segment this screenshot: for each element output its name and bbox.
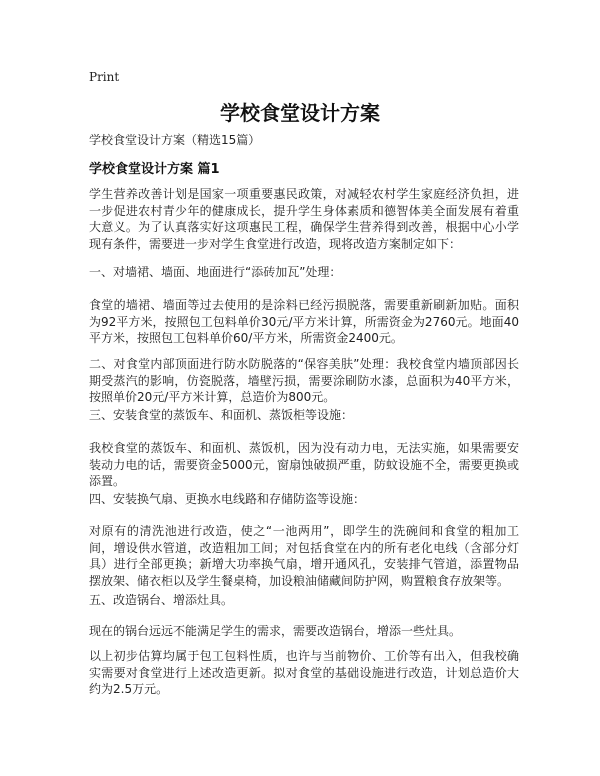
conclusion-paragraph: 以上初步估算均属于包工包料性质，也许与当前物价、工价等有出入，但我校确实需要对食堂进行上述改造更新。拟对食堂的基础设施进行改造，计划总造价大约为2.5万元。 — [89, 649, 519, 696]
item-4-paragraph: 对原有的清洗池进行改造，使之“一池两用”，即学生的洗碗间和食堂的粗加工间，增设供水管道，改造粗加工间；对包括食堂在内的所有老化电线（含部分灯具）进行全部更换；新增大功率换气扇，增开通风孔，安装排气管道，添置物品摆放架、储衣柜以及学生餐桌椅，加设粮油储藏间防护网，购置粮食存放架等。 — [89, 524, 519, 588]
intro-paragraph: 学生营养改善计划是国家一项重要惠民政策，对减轻农村学生家庭经济负担，进一步促进农村青少年的健康成长，提升学生身体素质和德智体美全面发展有着重大意义。为了认真落实好这项惠民工程，确保学生营养得到改善，根据中心小学现有条件，需要进一步对学生食堂进行改造，现将改造方案制定如下： — [89, 187, 519, 251]
item-1-heading: 一、对墙裙、墙面、地面进行“添砖加瓦”处理： — [89, 265, 342, 279]
item-5-paragraph: 现在的锅台远远不能满足学生的需求，需要改造锅台，增添一些灶具。 — [89, 624, 462, 638]
item-5-heading: 五、改造锅台、增添灶具。 — [89, 593, 234, 607]
page-title: 学校食堂设计方案 — [220, 101, 380, 125]
item-2-paragraph: 二、对食堂内部顶面进行防水防脱落的“保容美肤”处理：我校食堂内墙顶部因长期受蒸汽的影响，仿瓷脱落，墙壁污损，需要涂刷防水漆，总面积为40平方米，按照单价20元/平方米计算，总造价为800元。 — [89, 357, 519, 404]
item-3-paragraph: 我校食堂的蒸饭车、和面机、蒸饭机，因为没有动力电，无法实施，如果需要安装动力电的话，需要资金5000元，窗扇蚀破损严重，防蚊设施不全，需要更换或添置。 — [89, 441, 519, 488]
section-heading: 学校食堂设计方案 篇1 — [89, 162, 220, 177]
item-3-heading: 三、安装食堂的蒸饭车、和面机、蒸饭柜等设施： — [89, 408, 354, 422]
item-1-paragraph: 食堂的墙裙、墙面等过去使用的是涂料已经污损脱落，需要重新刷新加贴。面积为92平方米，按照包工包料单价30元/平方米计算，所需资金为2760元。地面40平方米，按照包工包料单价60/平方米，所需资金2400元。 — [89, 298, 519, 345]
item-4-heading: 四、安装换气扇、更换水电线路和存储防盗等设施： — [89, 492, 366, 506]
print-link[interactable]: Print — [89, 70, 120, 84]
document-subtitle: 学校食堂设计方案（精选15篇） — [89, 133, 261, 147]
